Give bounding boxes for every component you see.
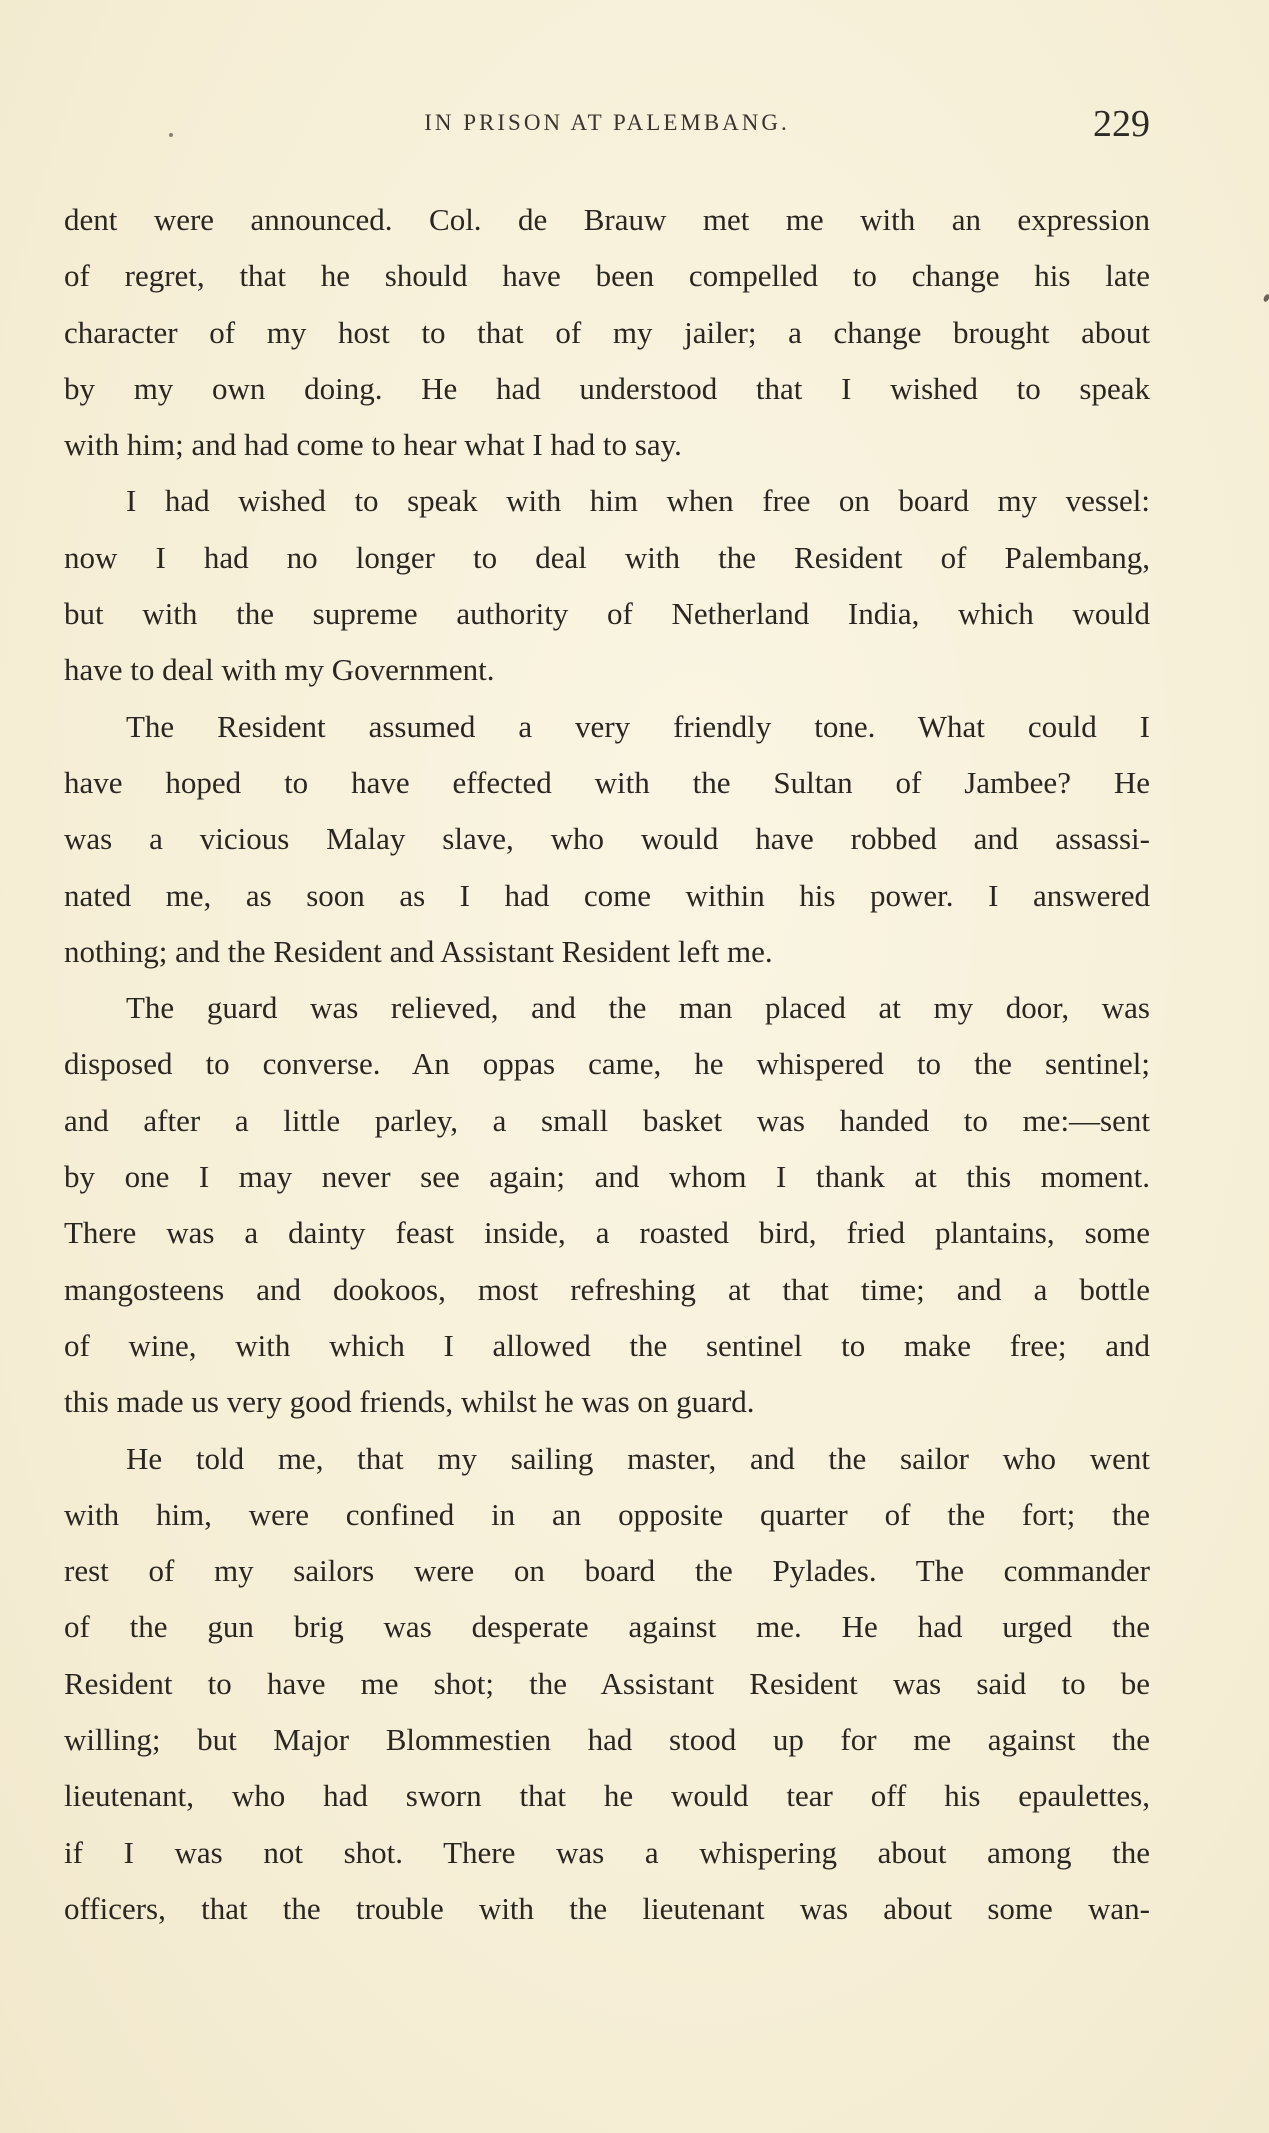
- text-line: He told me, that my sailing master, and the sailor who went: [126, 1440, 1150, 1476]
- text-line: dent were announced. Col. de Brauw met me with an expression: [64, 202, 1150, 237]
- ink-speck: [1263, 293, 1269, 302]
- text-line: rest of my sailors were on board the Pylades. The commander: [64, 1553, 1150, 1589]
- text-line: by my own doing. He had understood that I wished to speak: [64, 370, 1150, 406]
- text-line: of the gun brig was desperate against me. He had urged the: [64, 1609, 1150, 1645]
- text-line: with him; and had come to hear what I had to say.: [64, 427, 682, 463]
- body-text: [64, 192, 1150, 1937]
- text-line: but with the supreme authority of Netherland India, which would: [64, 596, 1150, 632]
- text-line: nated me, as soon as I had come within his power. I answered: [64, 877, 1150, 913]
- text-line: The guard was relieved, and the man placed at my door, was: [126, 990, 1150, 1026]
- text-line: There was a dainty feast inside, a roasted bird, fried plantains, some: [64, 1215, 1150, 1251]
- running-title: IN PRISON AT PALEMBANG.: [424, 110, 790, 135]
- text-line: have to deal with my Government.: [64, 652, 495, 688]
- text-line: officers, that the trouble with the lieutenant was about some wan-: [64, 1890, 1150, 1926]
- text-line: with him, were confined in an opposite quarter of the fort; the: [64, 1496, 1150, 1532]
- text-line: have hoped to have effected with the Sultan of Jambee? He: [64, 764, 1150, 800]
- text-line: Resident to have me shot; the Assistant Resident was said to be: [64, 1665, 1150, 1701]
- text-line: I had wished to speak with him when free on board my vessel:: [126, 483, 1150, 519]
- text-line: of regret, that he should have been compelled to change his late: [64, 258, 1150, 294]
- text-line: now I had no longer to deal with the Resident of Palembang,: [64, 539, 1150, 575]
- text-line: lieutenant, who had sworn that he would tear off his epaulettes,: [64, 1778, 1150, 1814]
- text-line: mangosteens and dookoos, most refreshing at that time; and a bottle: [64, 1271, 1150, 1307]
- text-line: of wine, with which I allowed the sentinel to make free; and: [64, 1327, 1150, 1363]
- text-line: and after a little parley, a small basket was handed to me:—sent: [64, 1102, 1150, 1138]
- text-line: character of my host to that of my jailer; a change brought about: [64, 314, 1150, 350]
- text-line: disposed to converse. An oppas came, he whispered to the sentinel;: [64, 1046, 1150, 1082]
- text-line: by one I may never see again; and whom I thank at this moment.: [64, 1159, 1150, 1195]
- text-line: willing; but Major Blommestien had stood up for me against the: [64, 1722, 1150, 1758]
- text-line: nothing; and the Resident and Assistant Resident left me.: [64, 933, 773, 969]
- text-line: this made us very good friends, whilst he was on guard.: [64, 1384, 755, 1420]
- running-head: [64, 102, 1150, 152]
- text-line: was a vicious Malay slave, who would have robbed and assassi-: [64, 821, 1150, 857]
- text-line: if I was not shot. There was a whispering about among the: [64, 1834, 1150, 1870]
- text-line: The Resident assumed a very friendly tone. What could I: [126, 708, 1150, 744]
- page-number: 229: [1093, 103, 1150, 145]
